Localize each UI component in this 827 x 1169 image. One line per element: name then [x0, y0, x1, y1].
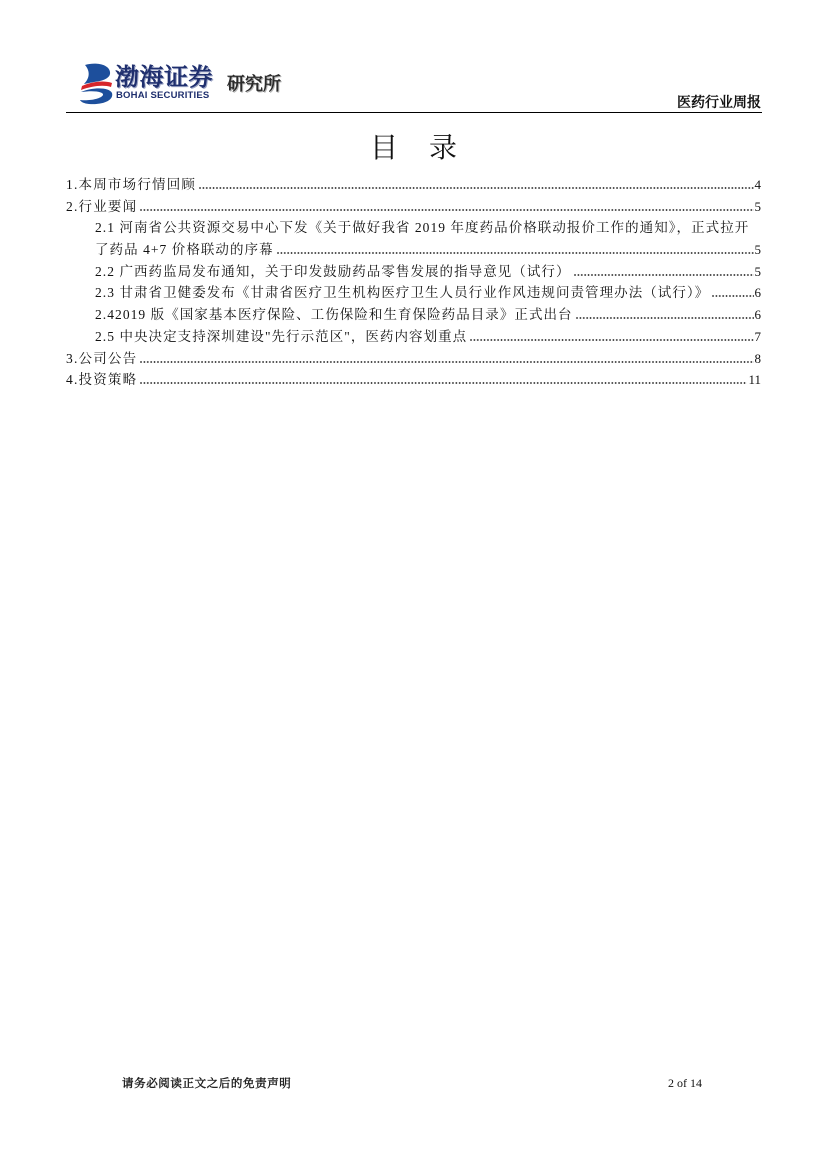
logo-upper-shape: [84, 64, 110, 84]
logo-chinese-name: 渤海证券: [115, 63, 213, 91]
toc-entry-2-2[interactable]: [66, 261, 761, 283]
toc-entry-2-3[interactable]: [66, 282, 761, 304]
toc-entry-2-1[interactable]: [66, 217, 761, 260]
toc-entry-label: 2.1 河南省公共资源交易中心下发《关于做好我省 2019 年度药品价格联动报价工作的通知》，正式拉开: [95, 220, 750, 236]
toc-entry-continuation: [95, 239, 761, 261]
toc-entry-page: 4: [754, 177, 761, 192]
toc-entry-page: 6: [754, 307, 761, 323]
toc-entry-label: 2.行业要闻: [66, 198, 138, 214]
toc-entry-2-5[interactable]: [66, 326, 761, 348]
toc-entry-4[interactable]: [66, 369, 761, 391]
toc-entry-3[interactable]: [66, 348, 761, 370]
dot-leader: [140, 209, 753, 211]
toc-entry-label: 4.投资策略: [66, 372, 138, 388]
toc-entry-2[interactable]: [66, 196, 761, 218]
toc-entry-page: 11: [748, 372, 761, 388]
footer-disclaimer: 请务必阅读正文之后的免责声明: [122, 1076, 292, 1090]
toc-title: 目 录: [369, 133, 469, 164]
dot-leader: [576, 317, 754, 319]
toc-entry-page: 8: [754, 350, 761, 366]
toc-entry-label-continued: 了药品 4+7 价格联动的序幕: [95, 242, 274, 258]
toc-entry-label: 2.42019 版《国家基本医疗保险、工伤保险和生育保险药品目录》正式出台: [95, 307, 573, 323]
dot-leader: [277, 252, 754, 254]
toc-entry-label: 2.2 广西药监局发布通知，关于印发鼓励药品零售发展的指导意见（试行）: [95, 263, 571, 279]
bohai-logo-icon: [79, 62, 115, 105]
dot-leader: [712, 295, 753, 297]
table-of-contents: [66, 174, 761, 391]
footer-page-indicator: 2 of 14: [668, 1076, 702, 1090]
institute-label: 研究所: [227, 74, 281, 95]
dot-leader: [574, 274, 754, 276]
toc-entry-page: 6: [754, 285, 761, 301]
dot-leader: [470, 339, 753, 341]
toc-entry-label: 3.公司公告: [66, 350, 138, 366]
toc-entry-page: 5: [754, 198, 761, 214]
dot-leader: [140, 382, 747, 384]
logo-lower-shape: [80, 88, 112, 104]
toc-entry-page: 5: [754, 242, 761, 258]
dot-leader: [199, 187, 753, 189]
toc-entry-page: 5: [754, 263, 761, 279]
toc-entry-label: 1.本周市场行情回顾: [66, 177, 197, 192]
logo-english-name: BOHAI SECURITIES: [116, 90, 210, 101]
report-type-label: 医药行业周报: [677, 95, 761, 111]
toc-entry-label: 2.3 甘肃省卫健委发布《甘肃省医疗卫生机构医疗卫生人员行业作风违规问责管理办法（试行）》: [95, 285, 710, 301]
toc-entry-2-4[interactable]: [66, 304, 761, 326]
toc-entry-label: 2.5 中央决定支持深圳建设"先行示范区"，医药内容划重点: [95, 328, 468, 344]
toc-entry-page: 7: [754, 328, 761, 344]
dot-leader: [140, 361, 753, 363]
header-divider: [66, 112, 762, 113]
toc-entry-1[interactable]: [66, 174, 761, 196]
